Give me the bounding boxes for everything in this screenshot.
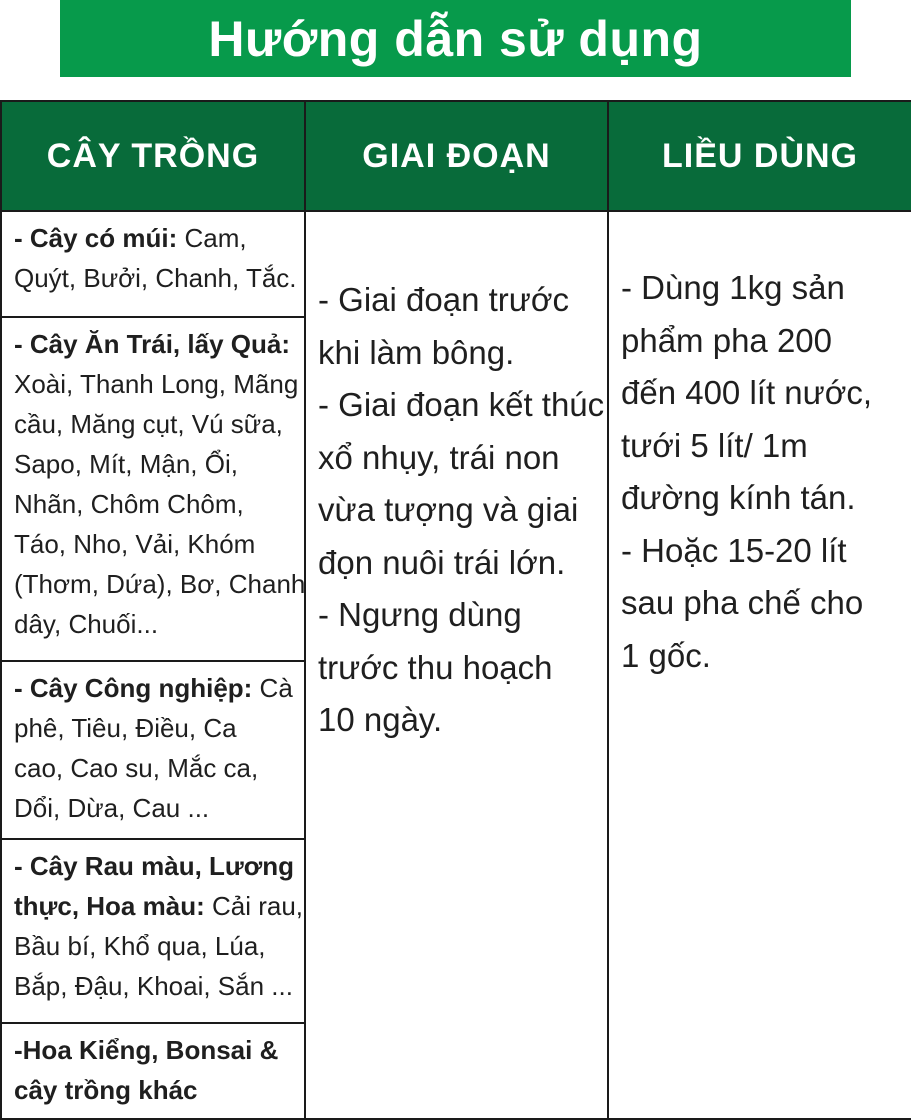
crop-text: Cam, [177,223,247,253]
crop-text: phê, Tiêu, Điều, Ca [14,713,237,743]
stage-line: - Giai đoạn kết thúc [318,386,605,423]
crop-name: - Cây Ăn Trái, lấy Quả: [14,329,290,359]
dose-line: sau pha chế cho [621,584,864,621]
header-crop: CÂY TRỒNG [1,101,305,211]
crop-text: Bắp, Đậu, Khoai, Sắn ... [14,971,293,1001]
crop-name: - Cây có múi: [14,223,178,253]
header-stage: GIAI ĐOẠN [305,101,608,211]
stage-line: vừa tượng và giai [318,491,579,528]
dose-line: 1 gốc. [621,636,711,674]
crop-name: -Hoa Kiểng, Bonsai & [14,1035,279,1065]
dose-line: đường kính tán. [621,479,856,516]
crop-text: Quýt, Bưởi, Chanh, Tắc. [14,263,297,293]
stage-line: 10 ngày. [318,701,443,738]
dose-line: tưới 5 lít/ 1m [621,426,808,464]
crop-text: Dổi, Dừa, Cau ... [14,793,210,823]
crop-citrus [1,211,305,317]
stage-line: khi làm bông. [318,333,515,371]
crop-text: cầu, Măng cụt, Vú sữa, [14,409,283,439]
dose-line: - Dùng 1kg sản [621,269,845,306]
crop-text: Táo, Nho, Vải, Khóm [14,529,256,559]
stage-line: - Ngưng dùng [318,596,522,633]
crop-text: (Thơm, Dứa), Bơ, Chanh [14,569,306,599]
title-banner [60,0,851,77]
crop-name: thực, Hoa màu: [14,891,205,921]
crop-text: Xoài, Thanh Long, Mãng [14,369,299,399]
header-row [1,101,911,211]
crop-industrial [1,661,305,839]
dose-line: phẩm pha 200 [621,321,833,359]
stage-line: đọn nuôi trái lớn. [318,543,566,581]
crop-ornamental [1,1023,305,1119]
crop-name: - Cây Công nghiệp: [14,673,253,703]
crop-vegetables [1,839,305,1023]
crop-text: Nhãn, Chôm Chôm, [14,489,244,519]
crop-text: Sapo, Mít, Mận, Ổi, [14,449,238,479]
crop-name: - Cây Rau màu, Lương [14,851,295,881]
crop-text: Bầu bí, Khổ qua, Lúa, [14,931,266,961]
crop-text: Cải rau, [204,891,303,921]
stage-line: trước thu hoạch [318,648,553,686]
stage-cell [305,211,608,1119]
stage-line: - Giai đoạn trước [318,281,569,318]
page-title: Hướng dẫn sử dụng [208,10,703,67]
dose-line: - Hoặc 15-20 lít [621,531,847,569]
crop-name: cây trồng khác [14,1075,198,1105]
crop-fruit-trees [1,317,305,661]
dose-cell [608,211,911,1119]
dose-line: đến 400 lít nước, [621,374,873,411]
stage-line: xổ nhụy, trái non [318,438,560,476]
header-dose: LIỀU DÙNG [608,101,911,211]
usage-table [0,100,911,1120]
crop-text: dây, Chuối... [14,609,159,639]
crop-text: cao, Cao su, Mắc ca, [14,753,259,783]
table-row [1,211,911,317]
crop-text: Cà [252,673,293,703]
